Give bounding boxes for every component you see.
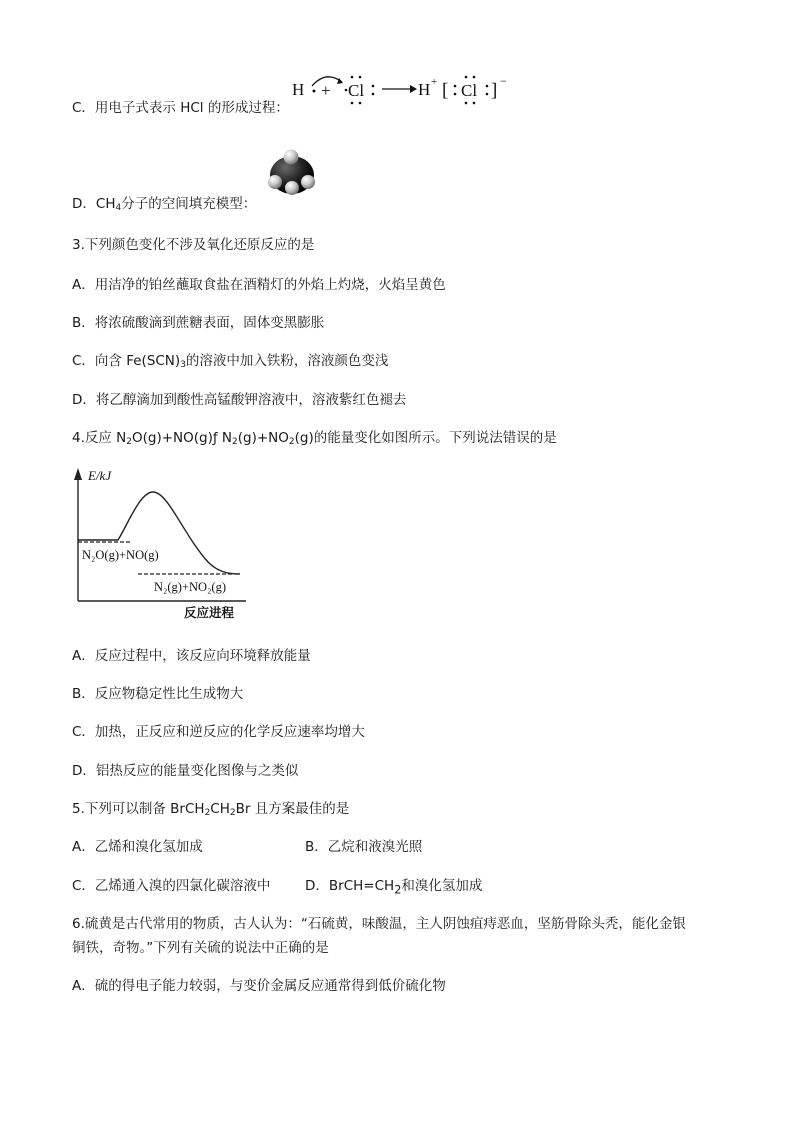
x-axis-label: 反应进程 xyxy=(184,605,235,620)
q5-option-d: D．$BrCH=CH_2$和溴化氢加成 xyxy=(305,878,483,897)
hcl-electron-formula xyxy=(290,68,520,108)
formula-h-plus-sign: + xyxy=(431,76,438,88)
q2-option-d: D．$CH_4$分子的空间填充模型： xyxy=(72,196,257,213)
q3-option-d: D．将乙醇滴加到酸性高锰酸钾溶液中，溶液紫红色褪去 xyxy=(72,392,407,408)
formula-h: H xyxy=(292,80,305,99)
q2-option-c-text: C．用电子式表示 HCl 的形成过程： xyxy=(72,100,289,116)
product-label: N₂(g)+NO₂(g) xyxy=(154,580,226,594)
q4-option-b: B．反应物稳定性比生成物大 xyxy=(72,686,244,702)
q4-stem: 4.反应 $N_2O(g)+NO(g)ƒ$ $N_2(g)+NO_2(g)$的能量变化如图所示。下列说法错误的是 xyxy=(72,430,557,447)
q3-option-b: B．将浓硫酸滴到蔗糖表面，固体变黑膨胀 xyxy=(72,315,325,331)
hydrogen-atom xyxy=(284,150,299,165)
q3-option-a: A．用洁净的铂丝蘸取食盐在酒精灯的外焰上灼烧，火焰呈黄色 xyxy=(72,277,446,293)
q3-stem: 3.下列颜色变化不涉及氧化还原反应的是 xyxy=(72,237,315,253)
y-axis-label: E/kJ xyxy=(88,468,112,483)
y-axis-arrowhead xyxy=(74,468,82,480)
formula-bracket-open: [ xyxy=(442,80,449,101)
reaction-arrowhead xyxy=(410,85,417,93)
q4-option-a: A．反应过程中，该反应向环境释放能量 xyxy=(72,648,311,664)
h-electron-dot xyxy=(313,90,316,93)
q4-option-c: C．加热，正反应和逆反应的化学反应速率均增大 xyxy=(72,724,365,740)
q2-option-c xyxy=(72,98,289,118)
reactant-label: N₂O(g)+NO(g) xyxy=(82,548,159,562)
q5-option-c: C．乙烯通入溴的四氯化碳溶液中 xyxy=(72,878,271,894)
hydrogen-atom xyxy=(285,181,299,195)
q6-option-a: A．硫的得电子能力较弱，与变价金属反应通常得到低价硫化物 xyxy=(72,978,446,994)
hydrogen-atom xyxy=(268,175,282,189)
energy-diagram xyxy=(68,464,258,624)
formula-bracket-close: ] xyxy=(491,80,498,101)
formula-cl: Cl xyxy=(348,81,365,100)
formula-charge: − xyxy=(500,74,507,88)
q5-stem: 5.下列可以制备 $BrCH_2CH_2Br$ 且方案最佳的是 xyxy=(72,801,350,818)
hydrogen-atom xyxy=(301,175,315,189)
q4-option-d: D．铝热反应的能量变化图像与之类似 xyxy=(72,763,299,779)
ch4-space-filling-model xyxy=(262,148,322,198)
q6-stem-line2: 铜铁，奇物。”下列有关硫的说法中正确的是 xyxy=(72,940,329,956)
formula-cl-ion: Cl xyxy=(461,81,478,100)
formula-plus: + xyxy=(321,81,331,100)
q6-stem-line1: 6.硫黄是古代常用的物质，古人认为：“石硫黄，味酸温，主人阴蚀疽痔恶血，坚筋骨除头秃，能化金银 xyxy=(72,916,686,932)
q5-option-a: A．乙烯和溴化氢加成 xyxy=(72,839,203,855)
q3-option-c: C．向含 $Fe(SCN)_3$的溶液中加入铁粉，溶液颜色变浅 xyxy=(72,353,389,370)
formula-h-plus: H xyxy=(418,80,431,99)
q5-option-b: B．乙烷和液溴光照 xyxy=(305,839,423,855)
